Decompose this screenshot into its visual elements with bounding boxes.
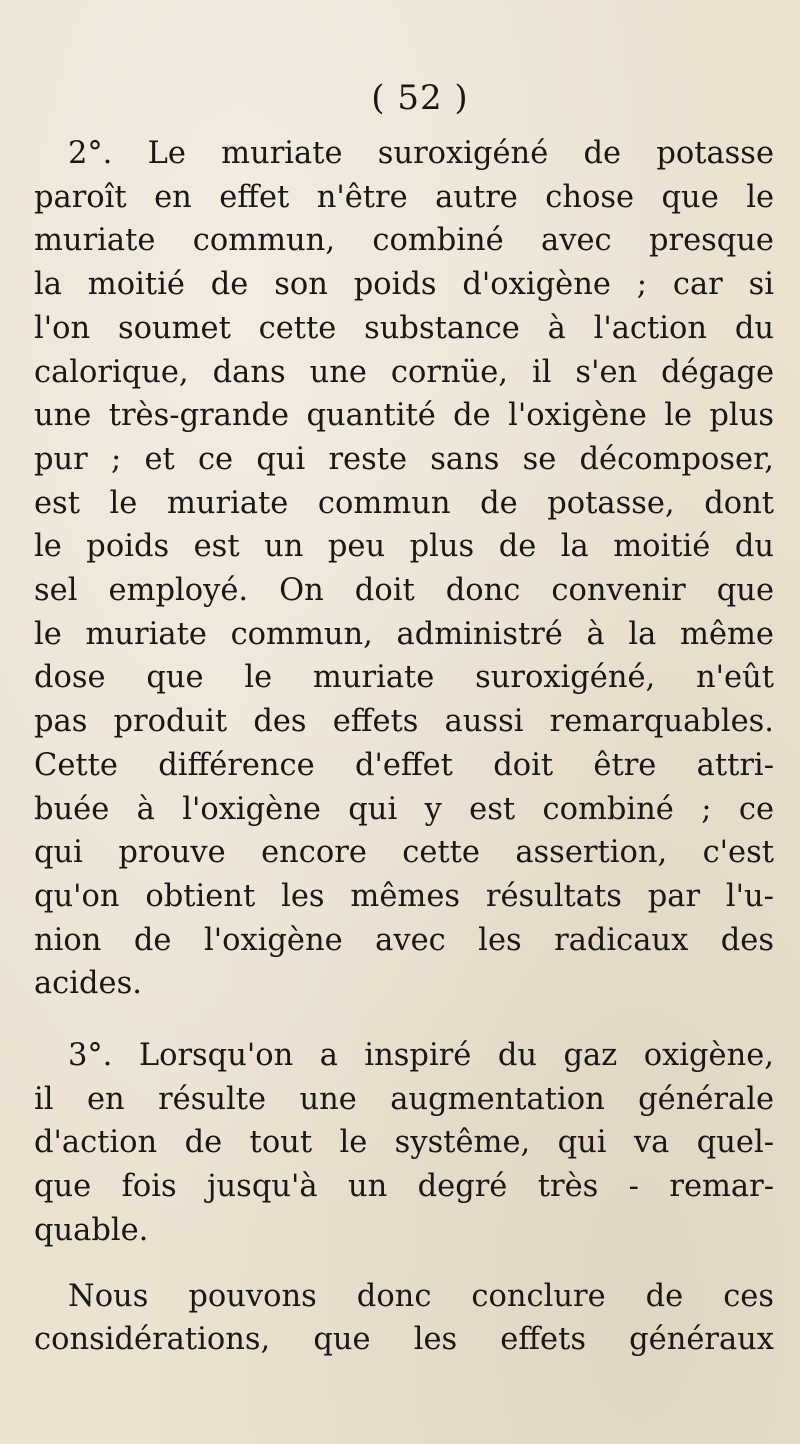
text-line: Nous pouvons donc conclure de ces <box>68 1278 774 1314</box>
text-line: qui prouve encore cette assertion, c'est <box>34 835 774 871</box>
text-line: le muriate commun, administré à la même <box>34 616 774 652</box>
text-line: nion de l'oxigène avec les radicaux des <box>34 922 774 958</box>
text-line: paroît en effet n'être autre chose que le <box>34 179 774 215</box>
text-line: la moitié de son poids d'oxigène ; car si <box>34 267 774 303</box>
text-line: l'on soumet cette substance à l'action du <box>34 310 774 346</box>
text-line: acides. <box>34 966 142 1002</box>
text-line: muriate commun, combiné avec presque <box>34 223 774 259</box>
text-line: considérations, que les effets généraux <box>34 1322 774 1358</box>
text-line: 2°. Le muriate suroxigéné de potasse <box>68 136 774 171</box>
text-line: calorique, dans une cornüe, il s'en dégage <box>34 354 774 390</box>
page-number: ( 52 ) <box>371 78 469 118</box>
text-line: buée à l'oxigène qui y est combiné ; ce <box>34 791 774 827</box>
text-line: sel employé. On doit donc convenir que <box>34 573 774 609</box>
text-line: pas produit des effets aussi remarquables. <box>34 704 774 740</box>
paragraph-conclusion <box>34 1275 774 1362</box>
text-line: qu'on obtient les mêmes résultats par l'u- <box>34 878 774 914</box>
paragraph-3 <box>34 1034 774 1253</box>
paragraph-gap <box>34 1006 774 1034</box>
paragraph-2 <box>34 132 774 1006</box>
text-line: que fois jusqu'à un degré très - remar- <box>34 1169 774 1205</box>
body-text <box>34 132 774 1362</box>
paragraph-gap <box>34 1253 774 1275</box>
text-line: le poids est un peu plus de la moitié du <box>34 529 774 565</box>
text-line: 3°. Lorsqu'on a inspiré du gaz oxigène, <box>68 1038 774 1074</box>
text-line: pur ; et ce qui reste sans se décomposer, <box>34 441 774 477</box>
text-line: quable. <box>34 1212 149 1248</box>
text-line: dose que le muriate suroxigéné, n'eût <box>34 660 774 696</box>
text-line: il en résulte une augmentation générale <box>34 1081 774 1117</box>
text-line: est le muriate commun de potasse, dont <box>34 485 774 521</box>
text-line: Cette différence d'effet doit être attri- <box>34 747 774 783</box>
text-line: une très-grande quantité de l'oxigène le plus <box>34 398 774 434</box>
text-line: d'action de tout le systême, qui va quel- <box>34 1125 774 1161</box>
